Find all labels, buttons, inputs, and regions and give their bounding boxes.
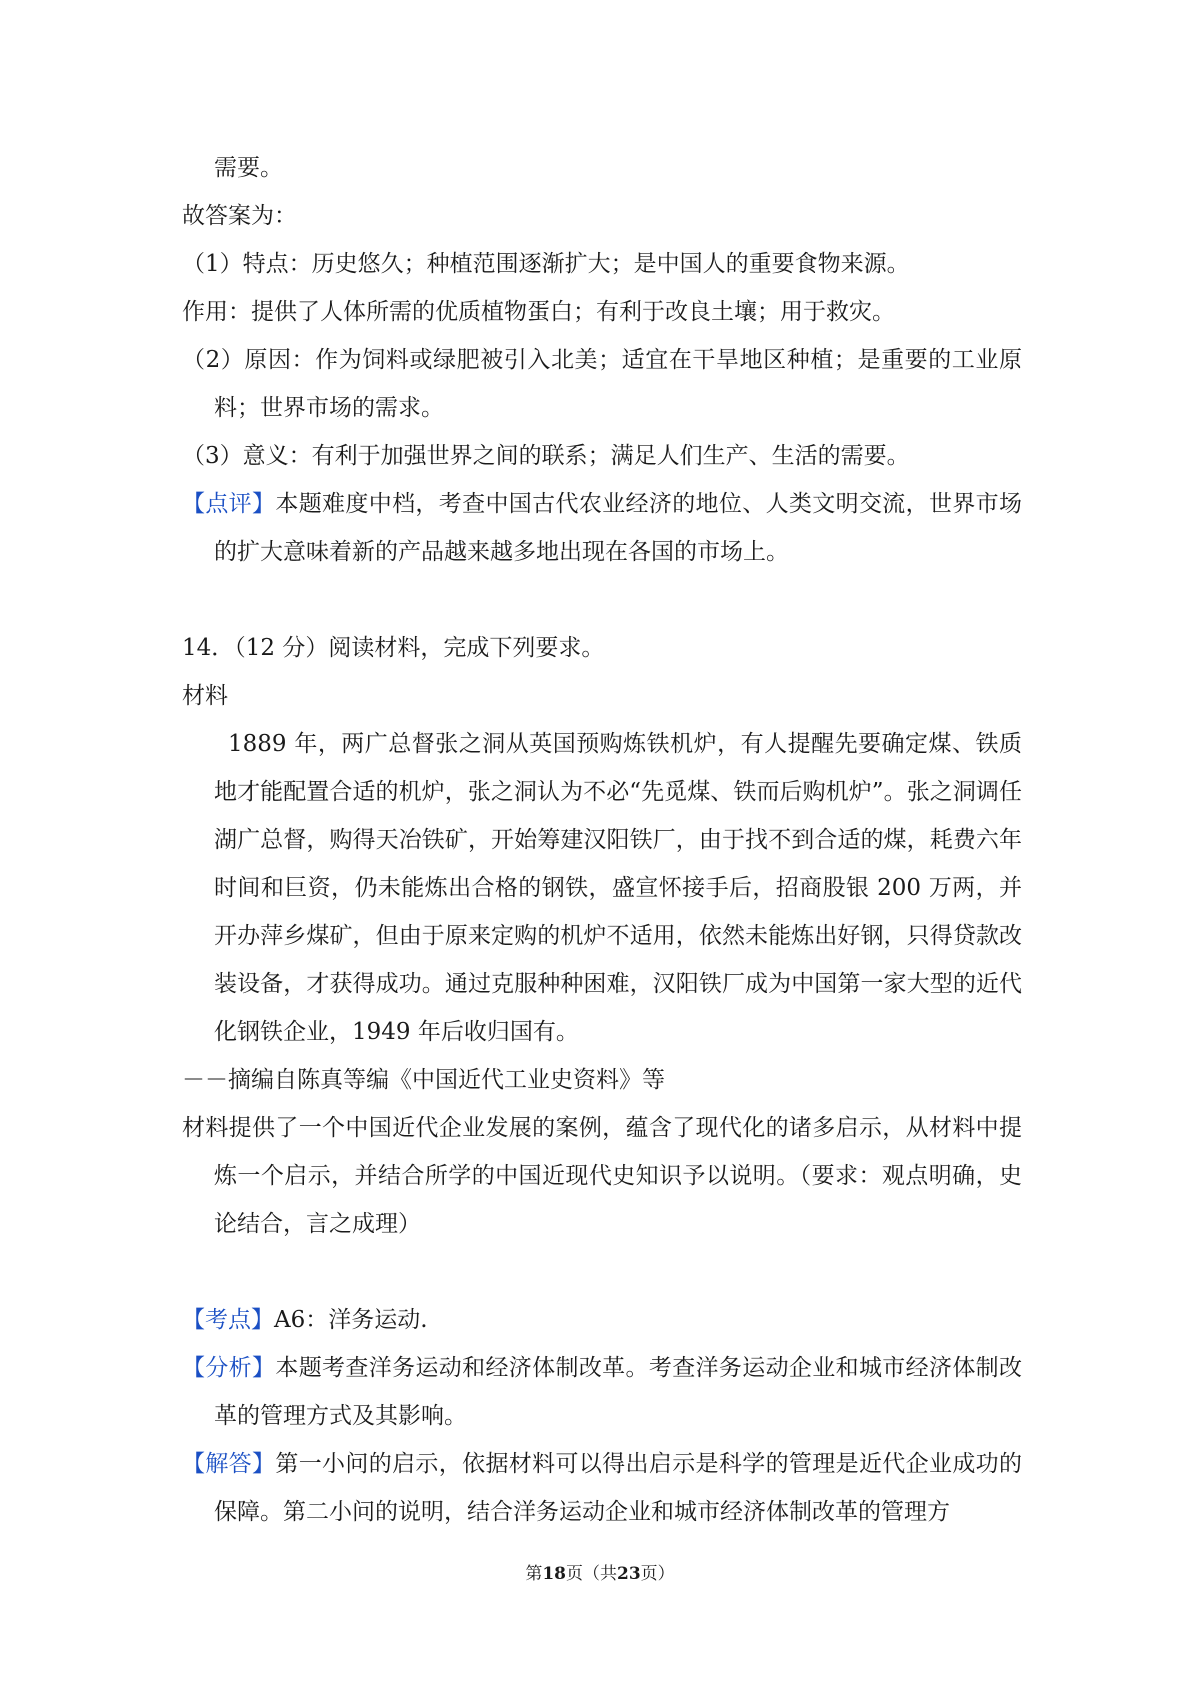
text-line: 需要。 xyxy=(214,155,283,181)
review-tag: 【点评】 xyxy=(182,491,276,517)
footer-page-number: 18 xyxy=(542,1564,566,1584)
review-paragraph xyxy=(182,480,1022,576)
fenxi-tag: 【分析】 xyxy=(182,1355,276,1381)
footer-prefix: 第 xyxy=(525,1564,543,1584)
page-content xyxy=(182,144,1022,1536)
review-text: 本题难度中档，考查中国古代农业经济的地位、人类文明交流，世界市场的扩大意味着新的产品越来越多地出现在各国的市场上。 xyxy=(214,491,1023,565)
answer-part-1-effect: 作用：提供了人体所需的优质植物蛋白；有利于改良土壤；用于救灾。 xyxy=(182,299,895,325)
kaodian-text: A6：洋务运动. xyxy=(274,1307,428,1333)
jieda-paragraph xyxy=(182,1440,1022,1536)
jieda-tag: 【解答】 xyxy=(182,1451,276,1477)
question-14-title: 14．（12 分）阅读材料，完成下列要求。 xyxy=(182,635,605,661)
jieda-text: 第一小问的启示，依据材料可以得出启示是科学的管理是近代企业成功的保障。第二小问的说明，结合洋务运动企业和城市经济体制改革的管理方 xyxy=(214,1451,1023,1525)
kaodian-tag: 【考点】 xyxy=(182,1307,274,1333)
material-label: 材料 xyxy=(182,683,228,709)
answer-part-1: （1）特点：历史悠久；种植范围逐渐扩大；是中国人的重要食物来源。 xyxy=(182,251,910,277)
answer-heading: 故答案为： xyxy=(182,203,297,229)
material-text: 1889 年，两广总督张之洞从英国预购炼铁机炉，有人提醒先要确定煤、铁质地才能配置合适的机炉，张之洞认为不必“先觅煤、铁而后购机炉”。张之洞调任湖广总督，购得天冶铁矿，开始筹建汉阳铁厂，由于找不到合适的煤，耗费六年时间和巨资，仍未能炼出合格的钢铁，盛宣怀接手后，招商股银 200 万两，并开办萍乡煤矿，但由于原来定购的机炉不适用，依然未能炼出好钢，只得贷款改装设备，才获得成功。通过克服种种困难，汉阳铁厂成为中国第一家大型的近代化钢铁企业，1949 年后收归国有。 xyxy=(214,731,1022,1045)
fenxi-paragraph xyxy=(182,1344,1022,1440)
kaodian-paragraph xyxy=(182,1296,1022,1344)
footer-total-pages: 23 xyxy=(617,1564,641,1584)
fenxi-text: 本题考查洋务运动和经济体制改革。考查洋务运动企业和城市经济体制改革的管理方式及其影响。 xyxy=(214,1355,1023,1429)
footer-suffix: 页） xyxy=(640,1564,675,1584)
footer-middle: 页（共 xyxy=(566,1564,617,1584)
page-footer xyxy=(0,1562,1200,1586)
answer-part-3: （3）意义：有利于加强世界之间的联系；满足人们生产、生活的需要。 xyxy=(182,443,910,469)
answer-part-2: （2）原因：作为饲料或绿肥被引入北美；适宜在干旱地区种植；是重要的工业原料；世界市场的需求。 xyxy=(182,347,1022,421)
question-text: 材料提供了一个中国近代企业发展的案例，蕴含了现代化的诸多启示，从材料中提炼一个启示，并结合所学的中国近现代史知识予以说明。（要求：观点明确，史论结合，言之成理） xyxy=(182,1115,1022,1237)
material-source: －－摘编自陈真等编《中国近代工业史资料》等 xyxy=(182,1067,665,1093)
